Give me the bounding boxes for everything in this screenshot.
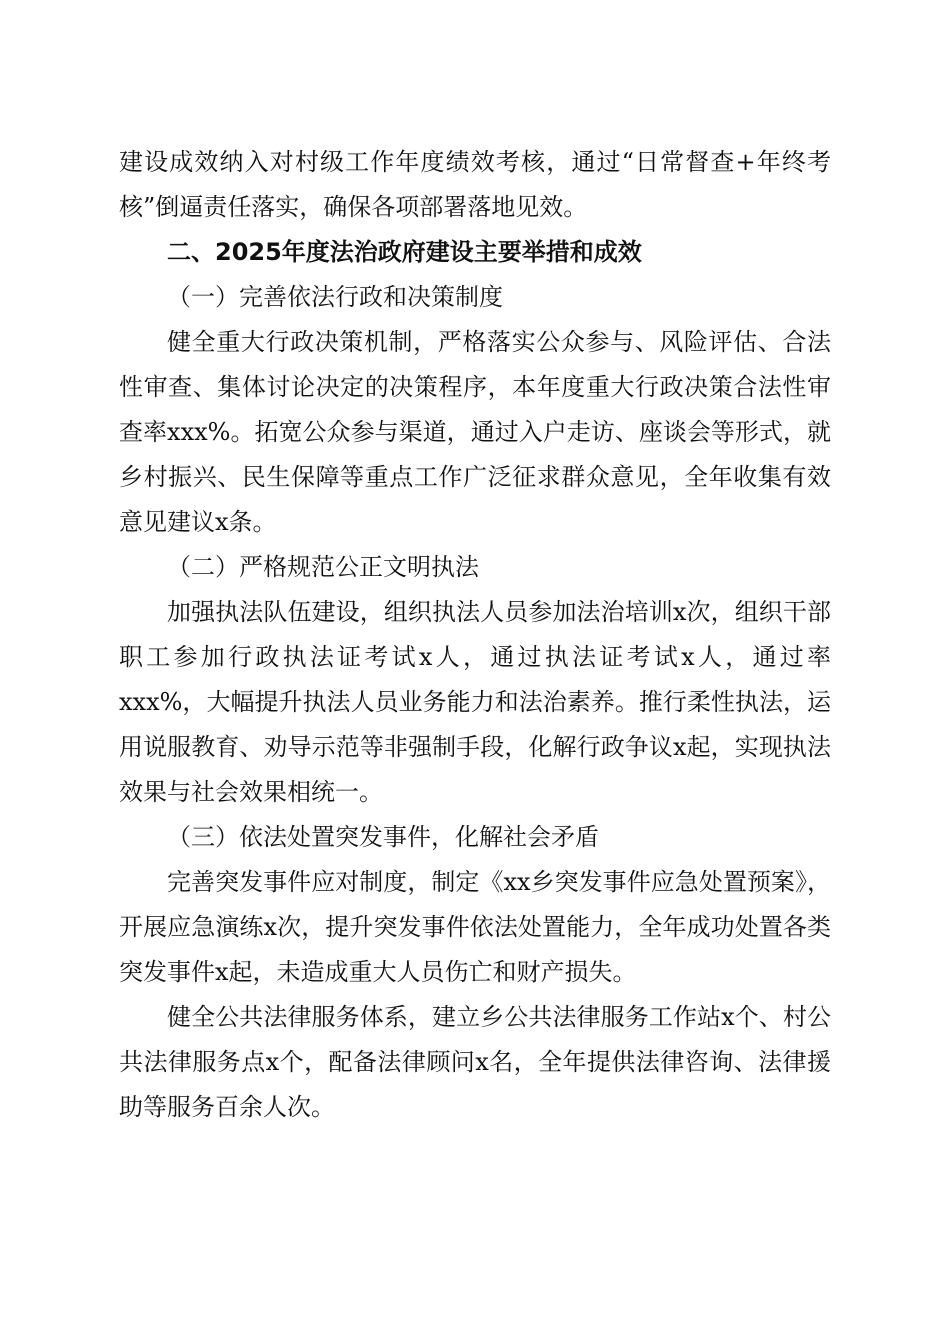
subsection-title-2: （二）严格规范公正文明执法 <box>167 553 479 581</box>
paragraph-legal-services: 健全公共法律服务体系，建立乡公共法律服务工作站x个、村公共法律服务点x个，配备法律顾问x名，全年提供法律咨询、法律援助等服务百余人次。 <box>119 1003 831 1121</box>
paragraph-emergency-response: 完善突发事件应对制度，制定《xx乡突发事件应急处置预案》，开展应急演练x次，提升突发事件依法处置能力，全年成功处置各类突发事件x起，未造成重大人员伤亡和财产损失。 <box>119 868 831 986</box>
section-title: 二、2025年度法治政府建设主要举措和成效 <box>167 238 642 266</box>
paragraph-law-enforcement: 加强执法队伍建设，组织执法人员参加法治培训x次，组织干部职工参加行政执法证考试x人，通过执法证考试x人，通过率xxx%，大幅提升执法人员业务能力和法治素养。推行柔性执法，运用说服教育、劝导示范等非强制手段，化解行政争议x起，实现执法效果与社会效果相统一。 <box>119 598 831 806</box>
continuation-paragraph: 建设成效纳入对村级工作年度绩效考核，通过“日常督查+年终考核”倒逼责任落实，确保各项部署落地见效。 <box>119 148 831 221</box>
subsection-title-1: （一）完善依法行政和决策制度 <box>167 283 503 311</box>
subsection-title-3: （三）依法处置突发事件，化解社会矛盾 <box>167 823 599 851</box>
paragraph-decision-making: 健全重大行政决策机制，严格落实公众参与、风险评估、合法性审查、集体讨论决定的决策程序，本年度重大行政决策合法性审查率xxx%。拓宽公众参与渠道，通过入户走访、座谈会等形式，就乡村振兴、民生保障等重点工作广泛征求群众意见，全年收集有效意见建议x条。 <box>119 328 831 536</box>
document-body <box>119 140 831 1130</box>
